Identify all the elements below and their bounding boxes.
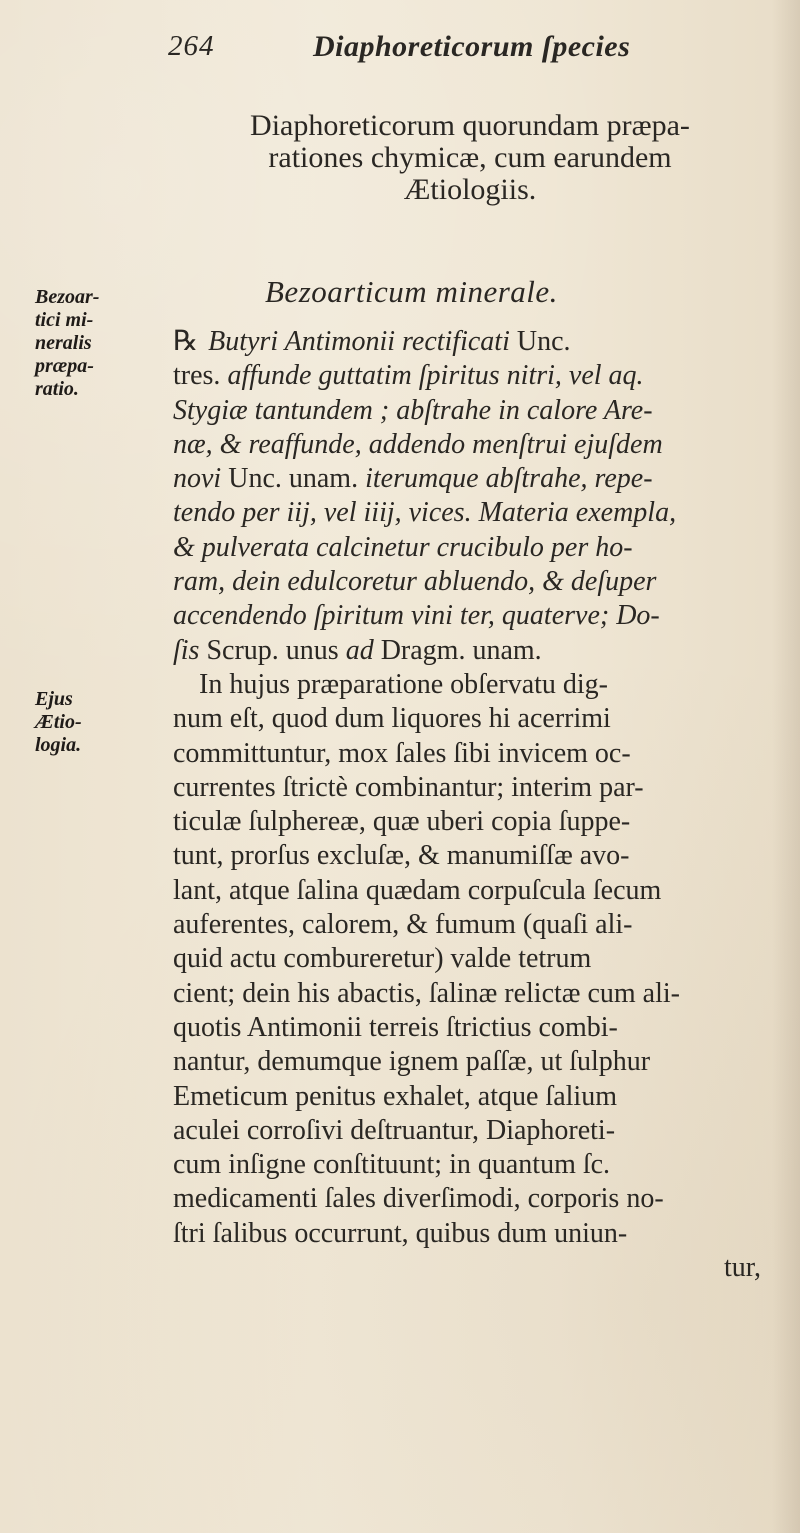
body-line: ſtri ſalibus occurrunt, quibus dum uniun- <box>173 1217 628 1249</box>
body-line: ticulæ ſulphereæ, quæ uberi copia ſuppe- <box>173 806 631 838</box>
recipe-text: novi <box>173 463 222 495</box>
recipe-line <box>173 359 783 393</box>
recipe-text: iterumque abſtrahe, repe- <box>365 463 653 495</box>
body-line: tunt, prorſus excluſæ, & manumiſſæ avo- <box>173 840 630 872</box>
margin-note-line: Ætio- <box>35 711 82 733</box>
recipe-symbol: ℞ <box>173 324 199 357</box>
body-line: cient; dein his abactis, ſalinæ relictæ cum ali- <box>173 977 680 1009</box>
recipe-line: ram, dein edulcoretur abluendo, & deſuper <box>173 566 657 598</box>
recipe-line <box>173 634 783 668</box>
recipe-text: Unc. unam. <box>228 463 359 495</box>
body-line: committuntur, mox ſales ſibi invicem oc- <box>173 737 631 769</box>
recipe-text: Butyri Antimonii rectificati <box>208 326 510 357</box>
recipe-line: næ, & reaffunde, addendo menſtrui ejuſdem <box>173 428 663 460</box>
recipe-text: ad <box>345 634 374 666</box>
section-title-line-2: rationes chymicæ, cum earundem <box>268 141 672 174</box>
recipe-text: ſis <box>173 634 200 666</box>
margin-note-line: logia. <box>35 734 82 756</box>
margin-note-line: Bezoar- <box>35 286 100 308</box>
margin-note-line: Ejus <box>35 688 73 710</box>
recipe-line <box>173 324 783 359</box>
recipe-text: Dragm. unam. <box>380 634 542 666</box>
body-line: num eſt, quod dum liquores hi acerrimi <box>173 703 611 735</box>
recipe-text: tres. <box>173 360 221 392</box>
body-line: medicamenti ſales diverſimodi, corporis no- <box>173 1183 664 1215</box>
margin-note-line: neralis <box>35 332 92 354</box>
running-head: Diaphoreticorum ſpecies <box>313 30 631 63</box>
recipe-unit: Unc. <box>516 326 571 357</box>
recipe-text: affunde guttatim ſpiritus nitri, vel aq. <box>227 360 644 392</box>
body-line: In hujus præparatione obſervatu dig- <box>199 668 609 700</box>
body-line: tur, <box>724 1252 761 1284</box>
section-title-line-1: Diaphoreticorum quorundam præpa- <box>250 109 690 142</box>
body-line: aculei corroſivi deſtruantur, Diaphoreti- <box>173 1114 616 1146</box>
recipe-line: Stygiæ tantundem ; abſtrahe in calore Are- <box>173 394 653 426</box>
section-title-line-3: Ætiologiis. <box>403 173 537 206</box>
recipe-line: accendendo ſpiritum vini ter, quaterve; Do- <box>173 600 660 632</box>
body-line: Emeticum penitus exhalet, atque ſalium <box>173 1080 617 1112</box>
main-text <box>173 324 783 1285</box>
page-header <box>168 30 688 70</box>
recipe-line <box>173 462 783 496</box>
recipe-title: Bezoarticum minerale. <box>265 274 558 309</box>
body-line: nantur, demumque ignem paſſæ, ut ſulphur <box>173 1046 651 1078</box>
section-title <box>190 110 750 206</box>
body-line: quid actu combureretur) valde tetrum <box>173 943 592 975</box>
page-number: 264 <box>168 30 215 62</box>
body-line: currentes ſtrictè combinantur; interim par- <box>173 771 644 803</box>
body-line: auferentes, calorem, & fumum (quaſi ali- <box>173 909 633 941</box>
margin-note-line: tici mi- <box>35 309 94 331</box>
margin-note-aetiology <box>35 688 145 757</box>
body-line: cum inſigne conſtituunt; in quantum ſc. <box>173 1149 611 1181</box>
recipe-text: Scrup. unus <box>206 634 339 666</box>
recipe-line: & pulverata calcinetur crucibulo per ho- <box>173 531 633 563</box>
margin-note-line: præpa- <box>35 355 94 377</box>
margin-note-preparation <box>35 286 145 401</box>
margin-note-line: ratio. <box>35 378 79 400</box>
body-line: lant, atque ſalina quædam corpuſcula ſecum <box>173 874 662 906</box>
recipe-line: tendo per iij, vel iiij, vices. Materia exempla, <box>173 497 677 529</box>
body-line: quotis Antimonii terreis ſtrictius combi- <box>173 1011 618 1043</box>
